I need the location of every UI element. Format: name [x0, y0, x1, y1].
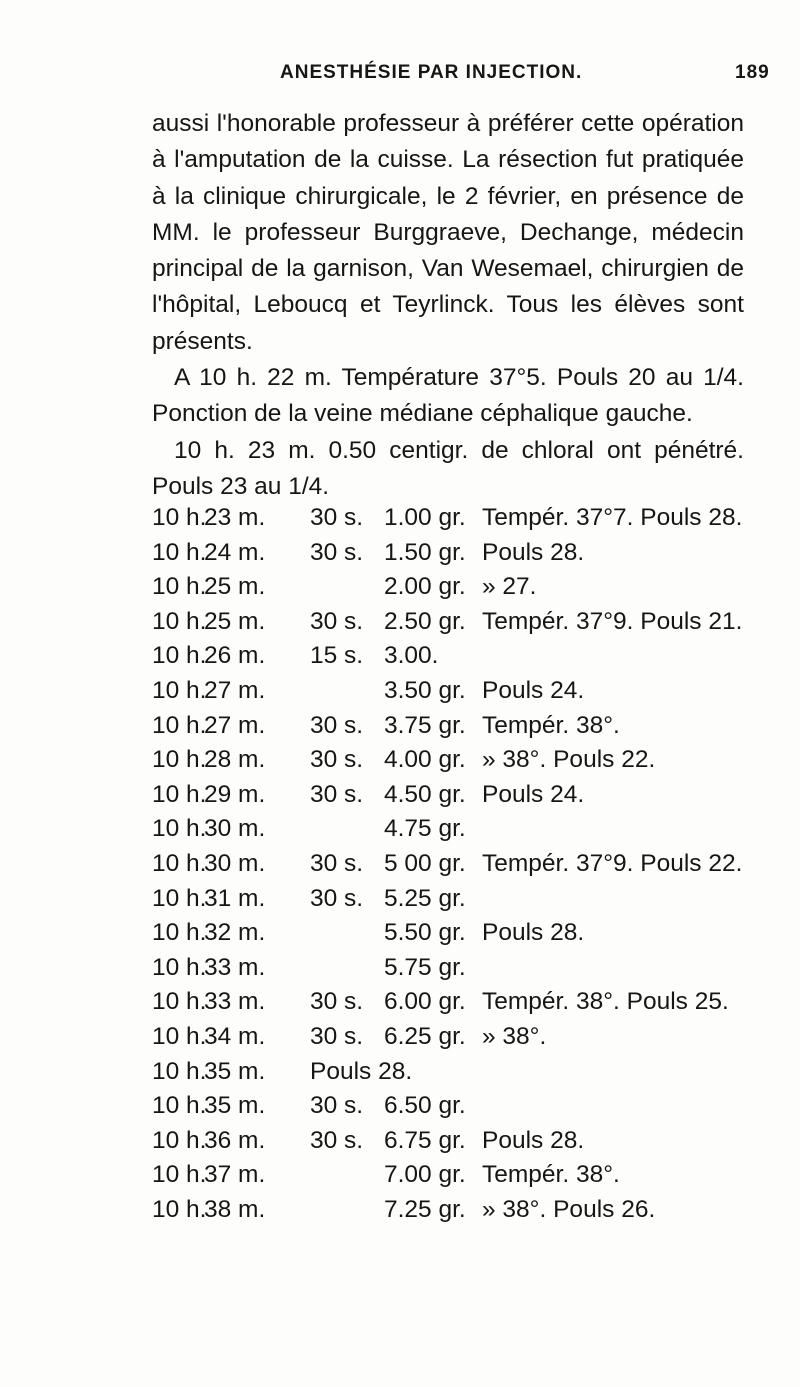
- log-min: 24 m.: [204, 538, 266, 566]
- log-hour: 10 h.: [152, 538, 207, 566]
- log-hour: 10 h.: [152, 607, 207, 635]
- body-text: [152, 106, 744, 505]
- log-dose: 4.50 gr.: [384, 780, 466, 808]
- log-dose: 3.50 gr.: [384, 677, 466, 704]
- running-head: [0, 62, 800, 92]
- running-title: ANESTHÉSIE PAR INJECTION.: [280, 62, 583, 83]
- log-min: 32 m.: [204, 919, 266, 947]
- log-note: » 38°. Pouls 26.: [482, 1196, 656, 1223]
- log-min: 38 m.: [204, 1196, 266, 1223]
- log-min: 31 m.: [204, 884, 266, 912]
- log-hour: 10 h.: [152, 1092, 207, 1120]
- log-sec: 30 s.: [310, 504, 364, 531]
- log-sec: 15 s.: [310, 642, 364, 670]
- log-dose: 4.00 gr.: [384, 746, 466, 774]
- log-min: 30 m.: [204, 850, 266, 877]
- log-hour: 10 h.: [152, 780, 207, 808]
- log-hour: 10 h.: [152, 573, 207, 601]
- log-min: 23 m.: [204, 504, 266, 531]
- log-dose: 5.50 gr.: [384, 919, 466, 947]
- log-note: Tempér. 38°.: [482, 1161, 620, 1189]
- log-min: 27 m.: [204, 677, 266, 704]
- log-min: 27 m.: [204, 711, 266, 739]
- log-min: 36 m.: [204, 1126, 266, 1154]
- log-note: Pouls 24.: [482, 780, 585, 808]
- log-sec: 30 s.: [310, 1023, 364, 1050]
- log-sec: 30 s.: [310, 780, 364, 808]
- log-min: 30 m.: [204, 815, 266, 843]
- log-min: 25 m.: [204, 607, 266, 635]
- paragraph: 10 h. 23 m. 0.50 centigr. de chloral ont pénétré. Pouls 23 au 1/4.: [152, 436, 744, 500]
- log-note: Tempér. 37°7. Pouls 28.: [482, 504, 743, 531]
- log-min: 34 m.: [204, 1023, 266, 1050]
- log-dose: 7.00 gr.: [384, 1161, 466, 1189]
- log-hour: 10 h.: [152, 711, 207, 739]
- log-min: 29 m.: [204, 780, 266, 808]
- log-min: 26 m.: [204, 642, 266, 670]
- log-hour: 10 h.: [152, 677, 207, 704]
- log-sec: 30 s.: [310, 711, 364, 739]
- log-note: » 38°.: [482, 1023, 547, 1050]
- log-dose: 5.25 gr.: [384, 884, 466, 912]
- log-note: Tempér. 38°.: [482, 711, 620, 739]
- log-note: » 27.: [482, 573, 537, 601]
- paragraph: A 10 h. 22 m. Température 37°5. Pouls 20 au 1/4. Ponction de la veine médiane céphalique gauche.: [152, 364, 744, 428]
- log-dose: 3.00.: [384, 642, 439, 670]
- log-note: Pouls 28.: [482, 919, 585, 947]
- log-dose: 1.50 gr.: [384, 538, 466, 566]
- log-dose: 5 00 gr.: [384, 850, 466, 877]
- log-hour: 10 h.: [152, 642, 207, 670]
- log-sec: 30 s.: [310, 538, 364, 566]
- log-hour: 10 h.: [152, 746, 207, 774]
- log-sec: 30 s.: [310, 884, 364, 912]
- log-min: 28 m.: [204, 746, 266, 774]
- log-min: 33 m.: [204, 953, 266, 981]
- log-dose: 6.25 gr.: [384, 1023, 466, 1050]
- log-hour: 10 h.: [152, 815, 207, 843]
- log-hour: 10 h.: [152, 953, 207, 981]
- log-sec: 30 s.: [310, 1092, 364, 1120]
- log-note: Pouls 28.: [482, 1126, 585, 1154]
- log-dose: 6.00 gr.: [384, 988, 466, 1016]
- paragraph: aussi l'honorable professeur à préférer cette opération à l'amputation de la cuisse. La résection fut pratiquée à la clinique chirurgicale, le 2 février, en présence de MM. le professeur Burggraeve, Dechange, médecin principal de la garnison, Van Wesemael, chirurgien de l'hôpital, Leboucq et Teyrlinck. Tous les élèves sont présents.: [152, 110, 744, 355]
- log-hour: 10 h.: [152, 919, 207, 947]
- log-hour: 10 h.: [152, 988, 207, 1016]
- log-sec: Pouls 28.: [310, 1057, 413, 1085]
- log-dose: 1.00 gr.: [384, 504, 466, 531]
- log-dose: 6.50 gr.: [384, 1092, 466, 1120]
- log-hour: 10 h.: [152, 1161, 207, 1189]
- log-dose: 2.50 gr.: [384, 607, 466, 635]
- log-note: Tempér. 38°. Pouls 25.: [482, 988, 729, 1016]
- log-min: 35 m.: [204, 1057, 266, 1085]
- log-dose: 7.25 gr.: [384, 1196, 466, 1223]
- log-dose: 5.75 gr.: [384, 953, 466, 981]
- log-hour: 10 h.: [152, 504, 207, 531]
- log-note: Pouls 28.: [482, 538, 585, 566]
- log-min: 25 m.: [204, 573, 266, 601]
- log-min: 37 m.: [204, 1161, 266, 1189]
- log-note: » 38°. Pouls 22.: [482, 746, 656, 774]
- log-sec: 30 s.: [310, 1126, 364, 1154]
- log-note: Tempér. 37°9. Pouls 22.: [482, 850, 743, 877]
- page-number: 189: [735, 62, 770, 83]
- log-dose: 4.75 gr.: [384, 815, 466, 843]
- log-dose: 3.75 gr.: [384, 711, 466, 739]
- log-sec: 30 s.: [310, 988, 364, 1016]
- log-hour: 10 h.: [152, 1057, 207, 1085]
- log-dose: 2.00 gr.: [384, 573, 466, 601]
- log-min: 35 m.: [204, 1092, 266, 1120]
- log-sec: 30 s.: [310, 607, 364, 635]
- log-sec: 30 s.: [310, 746, 364, 774]
- log-hour: 10 h.: [152, 884, 207, 912]
- log-note: Pouls 24.: [482, 677, 585, 704]
- log-note: Tempér. 37°9. Pouls 21.: [482, 607, 743, 635]
- log-hour: 10 h.: [152, 1126, 207, 1154]
- log-hour: 10 h.: [152, 850, 207, 877]
- log-min: 33 m.: [204, 988, 266, 1016]
- log-dose: 6.75 gr.: [384, 1126, 466, 1154]
- log-sec: 30 s.: [310, 850, 364, 877]
- log-hour: 10 h.: [152, 1196, 207, 1223]
- log-hour: 10 h.: [152, 1023, 207, 1050]
